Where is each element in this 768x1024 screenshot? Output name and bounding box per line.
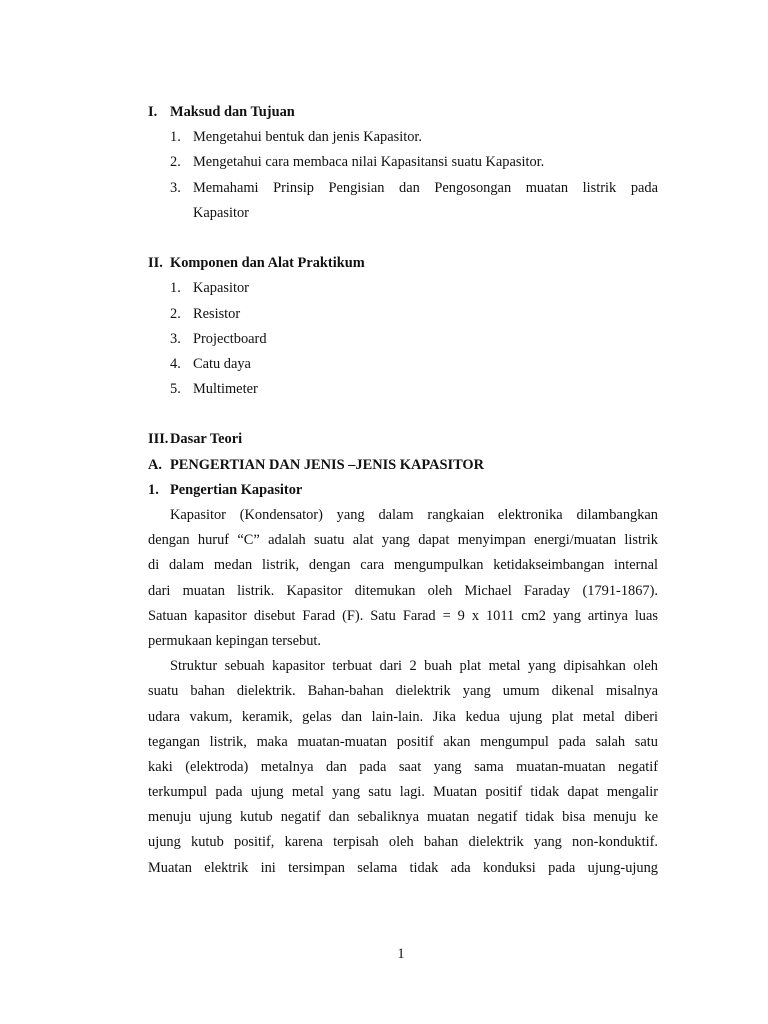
list-text: Projectboard — [193, 330, 267, 347]
page-number: 1 — [397, 946, 405, 962]
list-item — [148, 150, 658, 175]
paragraph-line: Muatan elektrik ini tersimpan selama tidak ada konduksi pada ujung-ujung — [148, 859, 658, 876]
paragraph-line: Kapasitor (Kondensator) yang dalam rangkaian elektronika dilambangkan — [170, 507, 658, 523]
paragraph-line: dengan huruf “C” adalah suatu alat yang dapat menyimpan energi/muatan listrik — [148, 532, 658, 549]
subsection-label: A. — [148, 456, 162, 473]
section-heading-3 — [148, 427, 658, 452]
list-number: 1. — [170, 280, 181, 297]
subsection-title: Pengertian Kapasitor — [170, 481, 303, 498]
list-item — [148, 327, 658, 352]
list-number: 2. — [170, 154, 181, 171]
list-number: 3. — [170, 179, 181, 196]
paragraph-line: tegangan listrik, maka muatan-muatan positif akan mengumpul pada salah satu — [148, 733, 658, 750]
section-numeral: I. — [148, 104, 158, 120]
subsection-heading-1 — [148, 478, 658, 503]
section-heading-2 — [148, 251, 658, 276]
section-title: Maksud dan Tujuan — [170, 104, 295, 120]
list-number: 4. — [170, 355, 181, 372]
list-number: 3. — [170, 330, 181, 347]
list-item — [148, 125, 658, 150]
subsection-title: PENGERTIAN DAN JENIS –JENIS KAPASITOR — [170, 456, 485, 473]
section-title: Komponen dan Alat Praktikum — [170, 255, 365, 272]
paragraph-line: permukaan kepingan tersebut. — [148, 632, 322, 649]
list-text: Catu daya — [193, 355, 251, 372]
list-item — [148, 176, 658, 201]
paragraph-line: Struktur sebuah kapasitor terbuat dari 2 buah plat metal yang dipisahkan oleh — [170, 658, 658, 675]
list-text: Mengetahui bentuk dan jenis Kapasitor. — [193, 129, 422, 146]
section-numeral: II. — [148, 255, 163, 272]
list-item-continuation — [148, 201, 658, 226]
list-item — [148, 276, 658, 301]
list-text: Resistor — [193, 305, 241, 322]
list-text: Multimeter — [193, 381, 258, 398]
paragraph-2 — [148, 654, 658, 881]
list-item — [148, 352, 658, 377]
paragraph-line: Satuan kapasitor disebut Farad (F). Satu Farad = 9 x 1011 cm2 yang artinya luas — [148, 607, 658, 624]
list-number: 2. — [170, 305, 181, 322]
paragraph-1 — [148, 503, 658, 654]
paragraph-line: udara vakum, keramik, gelas dan lain-lain. Jika kedua ujung plat metal diberi — [148, 708, 658, 725]
list-number: 5. — [170, 381, 181, 398]
paragraph-line: menuju ujung kutub negatif dan sebaliknya muatan negatif tidak bisa menuju ke — [148, 809, 658, 826]
list-text: Mengetahui cara membaca nilai Kapasitansi suatu Kapasitor. — [193, 154, 545, 171]
paragraph-line: ujung kutub positif, karena terpisah oleh bahan dielektrik yang non-konduktif. — [148, 834, 658, 851]
section-heading-1 — [148, 100, 658, 125]
list-text: Kapasitor — [193, 204, 249, 221]
paragraph-line: kaki (elektroda) metalnya dan pada saat yang sama muatan-muatan negatif — [148, 758, 658, 775]
list-text: Kapasitor — [193, 280, 249, 297]
paragraph-line: terkumpul pada ujung metal yang satu lagi. Muatan positif tidak dapat mengalir — [148, 784, 658, 801]
section-numeral: III. — [148, 431, 169, 448]
document-page — [148, 100, 658, 881]
list-item — [148, 377, 658, 402]
paragraph-line: dari muatan listrik. Kapasitor ditemukan oleh Michael Faraday (1791-1867). — [148, 582, 658, 599]
list-text: Memahami Prinsip Pengisian dan Pengosongan muatan listrik pada — [193, 179, 658, 196]
paragraph-line: di dalam medan listrik, dengan cara mengumpulkan ketidakseimbangan internal — [148, 557, 658, 574]
paragraph-line: suatu bahan dielektrik. Bahan-bahan dielektrik yang umum dikenal misalnya — [148, 683, 658, 700]
subsection-label: 1. — [148, 481, 159, 498]
section-title: Dasar Teori — [170, 431, 243, 448]
list-number: 1. — [170, 129, 181, 146]
list-item — [148, 302, 658, 327]
subsection-heading-a — [148, 453, 658, 478]
